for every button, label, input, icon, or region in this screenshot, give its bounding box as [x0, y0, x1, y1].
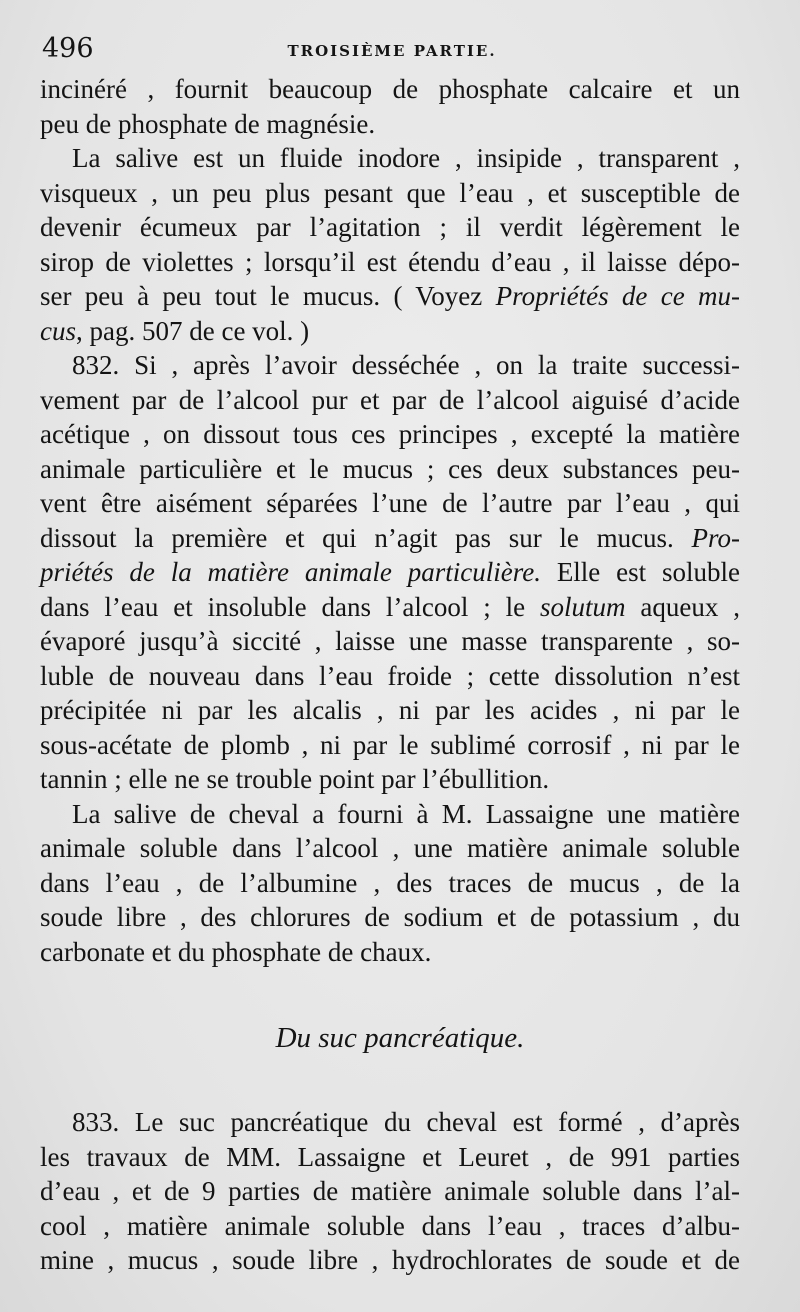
text-line: cus, pag. 507 de ce vol. ) [40, 315, 310, 346]
text-line: devenir écumeux par l’agitation ; il verdit légèrement le [40, 212, 740, 242]
text-line: visqueux , un peu plus pesant que l’eau , et susceptible de [40, 177, 740, 208]
text-line: précipitée ni par les alcalis , ni par les acides , ni par le [40, 695, 740, 725]
text-line: ser peu à peu tout le mucus. ( Voyez Propriétés de ce mu- [40, 281, 740, 311]
italic-text: priétés de la matière animale particulière. [40, 557, 541, 587]
text-line: incinéré , fournit beaucoup de phosphate calcaire et un [40, 74, 740, 104]
text-line: d’eau , et de 9 parties de matière animale soluble dans l’al- [40, 1176, 740, 1206]
italic-text: solutum [540, 591, 626, 622]
text-line: sirop de violettes ; lorsqu’il est étendu d’eau , il laisse dépo- [40, 246, 740, 277]
text-line: vement par de l’alcool pur et par de l’alcool aiguisé d’acide [40, 384, 740, 415]
text-line: peu de phosphate de magnésie. [40, 108, 376, 139]
text-line: soude libre , des chlorures de sodium et de potassium , du [40, 902, 740, 932]
running-head: TROISIÈME PARTIE. [287, 42, 497, 60]
italic-text: Pro- [691, 522, 740, 553]
text-line: mine , mucus , soude libre , hydrochlorates de soude et de [40, 1245, 740, 1275]
text-line: dissout la première et qui n’agit pas sur le mucus. Pro- [40, 522, 740, 553]
text-line: La salive de cheval a fourni à M. Lassaigne une matière [72, 798, 740, 829]
text-line: acétique , on dissout tous ces principes , excepté la matière [40, 419, 740, 449]
italic-text: Propriétés de ce mu- [495, 281, 740, 311]
section-text [40, 1105, 740, 1278]
text-line: 832. Si , après l’avoir desséchée , on la traite successi- [72, 350, 740, 380]
text-line: luble de nouveau dans l’eau froide ; cette dissolution n’est [40, 660, 740, 691]
text-line: La salive est un fluide inodore , insipide , transparent , [72, 143, 740, 173]
text-line: dans l’eau , de l’albumine , des traces de mucus , de la [40, 867, 740, 898]
text-line: évaporé jusqu’à siccité , laisse une masse transparente , so- [40, 626, 740, 656]
page-number: 496 [42, 33, 94, 64]
text-line: vent être aisément séparées l’une de l’autre par l’eau , qui [40, 488, 740, 518]
text-line: carbonate et du phosphate de chaux. [40, 936, 432, 967]
text-line: animale soluble dans l’alcool , une matière animale soluble [40, 833, 740, 863]
text-line: dans l’eau et insoluble dans l’alcool ; le solutum aqueux , [40, 591, 741, 622]
text-line: sous-acétate de plomb , ni par le sublimé corrosif , ni par le [40, 729, 740, 760]
italic-text: cus [40, 315, 76, 346]
text-line: les travaux de MM. Lassaigne et Leuret , de 991 parties [40, 1141, 740, 1172]
section-title: Du suc pancréatique. [275, 1022, 525, 1054]
text-line: tannin ; elle ne se trouble point par l’ébullition. [40, 764, 550, 794]
page-header [42, 33, 742, 69]
text-line: cool , matière animale soluble dans l’eau , traces d’albu- [40, 1210, 740, 1241]
text-line: priétés de la matière animale particulière. Elle est soluble [40, 557, 740, 587]
text-line: animale particulière et le mucus ; ces deux substances peu- [40, 453, 740, 484]
body-text [40, 72, 740, 969]
text-line: 833. Le suc pancréatique du cheval est formé , d’après [72, 1107, 740, 1137]
